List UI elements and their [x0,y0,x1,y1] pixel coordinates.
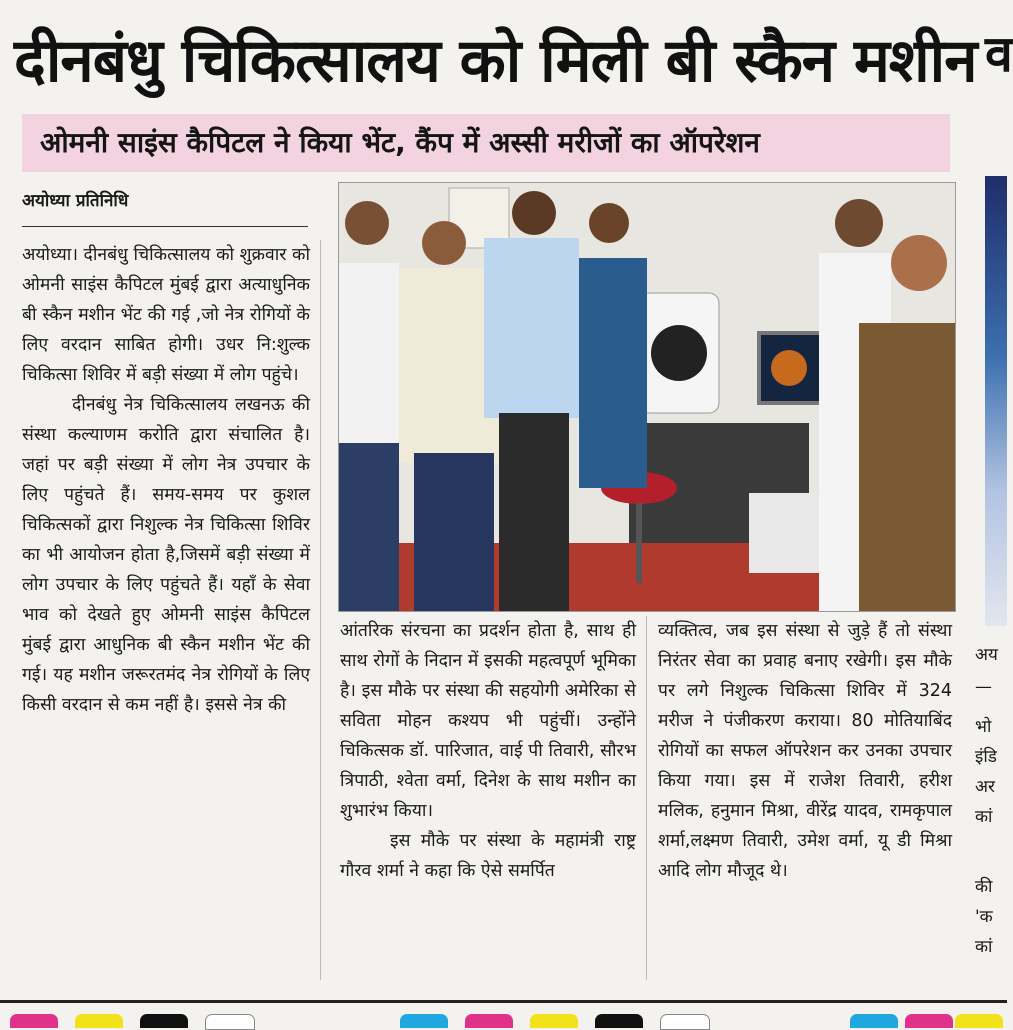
adjacent-text-3: भो [975,717,992,737]
column2-para1: आंतरिक संरचना का प्रदर्शन होता है, साथ ही साथ रोगों के निदान में इसकी महत्वपूर्ण भूमिका है। इस मौके पर संस्था की सहयोगी अमेरिका से सविता मोहन कश्यप भी पहुंचीं। उन्होंने चिकित्सक डॉ. पारिजात, वाई पी तिवारी, सौरभ त्रिपाठी, श्वेता वर्मा, दिनेश के साथ मशीन का शुभारंभ किया। [340,621,636,821]
adjacent-text-2: — [975,677,992,697]
byline: अयोध्या प्रतिनिधि [22,191,129,211]
column1-para1: अयोध्या। दीनबंधु चिकित्सालय को शुक्रवार को ओमनी साइंस कैपिटल मुंबई द्वारा अत्याधुनिक बी स्कैन मशीन भेंट की गई ,जो नेत्र रोगियों के लिए वरदान साबित होगी। उधर नि:शुल्क चिकित्सा शिविर में बड़ी संख्या में लोग पहुंचे। [22,245,310,385]
column3-para1: व्यक्तित्व, जब इस संस्था से जुड़े हैं तो संस्था निरंतर सेवा का प्रवाह बनाए रखेगी। इस मौके पर लगे निशुल्क चिकित्सा शिविर में 324 मरीज ने पंजीकरण कराया। 80 मोतियाबिंद रोगियों का सफल ऑपरेशन कर उनका उपचार किया गया। इस में राजेश तिवारी, हरीश मलिक, हनुमान मिश्रा, वीरेंद्र यादव, रामकृपाल शर्मा,लक्ष्मण तिवारी, उमेश वर्मा, यू डी मिश्रा आदि लोग मौजूद थे। [658,621,952,881]
headline: दीनबंधु चिकित्सालय को मिली बी स्कैन मशीन [14,26,977,96]
adjacent-text-4: इंडि [975,747,997,767]
adjacent-text-1: अय [975,645,998,665]
article-column-3 [658,616,952,980]
photo-icon [339,183,955,611]
registration-mark [140,1014,188,1028]
column-divider [646,616,647,980]
adjacent-text-9: कां [975,937,993,957]
adjacent-text-6: कां [975,807,993,827]
registration-mark [905,1014,953,1028]
subheadline: ओमनी साइंस कैपिटल ने किया भेंट, कैंप में अस्सी मरीजों का ऑपरेशन [40,126,760,159]
news-photo [338,182,956,612]
column2-para2: इस मौके पर संस्था के महामंत्री राष्ट्र गौरव शर्मा ने कहा कि ऐसे समर्पित [340,831,636,881]
registration-mark [75,1014,123,1028]
adjacent-headline-fragment: व [985,25,1013,83]
registration-mark [595,1014,643,1028]
registration-mark [205,1014,255,1030]
column-divider [320,240,321,980]
article-column-2 [340,616,636,980]
registration-mark [955,1014,1003,1028]
registration-mark [660,1014,710,1030]
page-bottom-rule [0,1000,1007,1003]
column1-para2: दीनबंधु नेत्र चिकित्सालय लखनऊ की संस्था कल्याणम करोति द्वारा संचालित है। जहां पर बड़ी संख्या में लोग नेत्र उपचार के लिए पहुंचते हैं। समय-समय पर कुशल चिकित्सकों द्वारा निशुल्क नेत्र चिकित्सा शिविर का भी आयोजन होता है,जिसमें बड़ी संख्या में लोग उपचार के लिए पहुंचते हैं। यहाँ के सेवा भाव को देखते हुए ओमनी साइंस कैपिटल मुंबई द्वारा आधुनिक बी स्कैन मशीन भेंट की गई। यह मशीन जरूरतमंद नेत्र रोगियों के लिए किसी वरदान से कम नहीं है। इससे नेत्र की [22,395,310,715]
adjacent-text-8: 'क [975,907,993,927]
registration-mark [400,1014,448,1028]
registration-mark [850,1014,898,1028]
registration-mark [465,1014,513,1028]
registration-mark [530,1014,578,1028]
article-column-1 [22,240,310,980]
adjacent-text-7: की [975,877,993,897]
adjacent-photo-fragment [985,176,1007,626]
adjacent-text-5: अर [975,777,995,797]
byline-rule [22,226,308,227]
registration-mark [10,1014,58,1028]
